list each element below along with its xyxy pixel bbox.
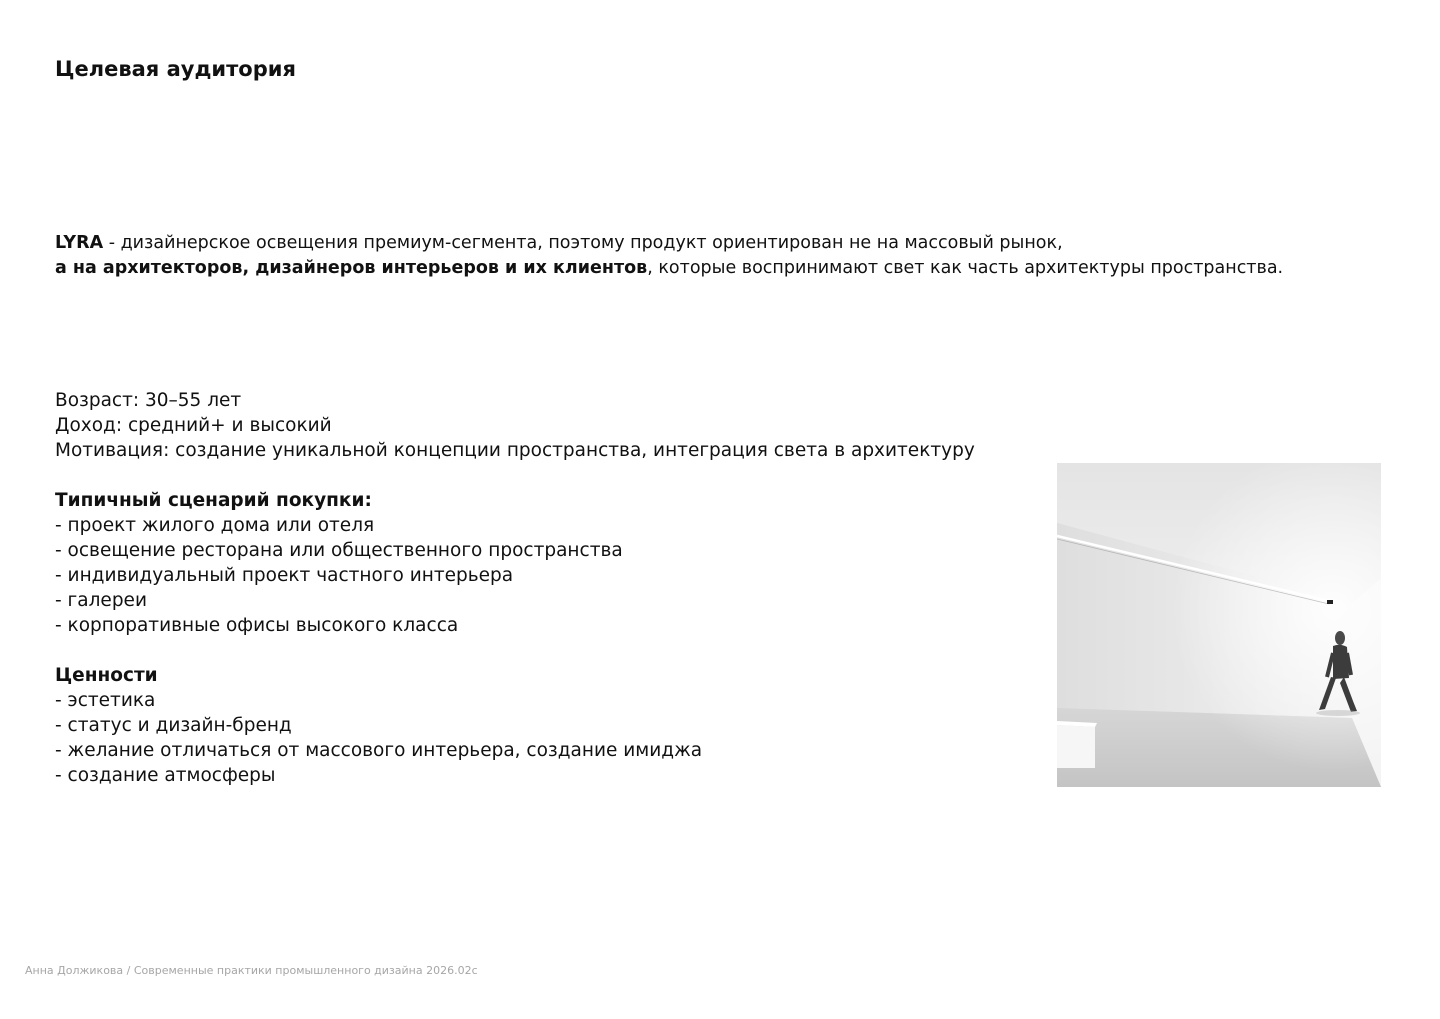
list-item: - желание отличаться от массового интерьера, создание имиджа	[55, 740, 703, 761]
values-heading: Ценности	[55, 665, 158, 686]
intro-text-1: - дизайнерское освещения премиум-сегмента, поэтому продукт ориентирован не на массовый рынок,	[103, 233, 1063, 253]
audience-profile	[55, 388, 1035, 788]
list-item: - освещение ресторана или общественного пространства	[55, 540, 623, 561]
page-title: Целевая аудитория	[55, 57, 296, 81]
list-item: - корпоративные офисы высокого класса	[55, 615, 459, 636]
purchase-heading: Типичный сценарий покупки:	[55, 490, 372, 511]
list-item: - индивидуальный проект частного интерьера	[55, 565, 514, 586]
list-item: - создание атмосферы	[55, 765, 276, 786]
income-line: Доход: средний+ и высокий	[55, 415, 332, 436]
brand-name: LYRA	[55, 233, 104, 253]
list-item: - галереи	[55, 590, 147, 611]
age-line: Возраст: 30–55 лет	[55, 390, 242, 411]
gallery-photo	[1057, 463, 1381, 787]
list-item: - статус и дизайн-бренд	[55, 715, 292, 736]
spacer	[55, 638, 1035, 663]
footer-credit: Анна Должикова / Современные практики промышленного дизайна 2026.02c	[25, 964, 478, 977]
gallery-photo-illustration	[1057, 463, 1381, 787]
intro-text-2: , которые воспринимают свет как часть архитектуры пространства.	[647, 258, 1284, 278]
list-item: - проект жилого дома или отеля	[55, 515, 375, 536]
motivation-line: Мотивация: создание уникальной концепции пространства, интеграция света в архитектуру	[55, 440, 975, 461]
intro-audience-bold: а на архитекторов, дизайнеров интерьеров и их клиентов	[55, 258, 648, 278]
list-item: - эстетика	[55, 690, 156, 711]
spacer	[55, 463, 1035, 488]
intro-paragraph	[55, 231, 1355, 281]
